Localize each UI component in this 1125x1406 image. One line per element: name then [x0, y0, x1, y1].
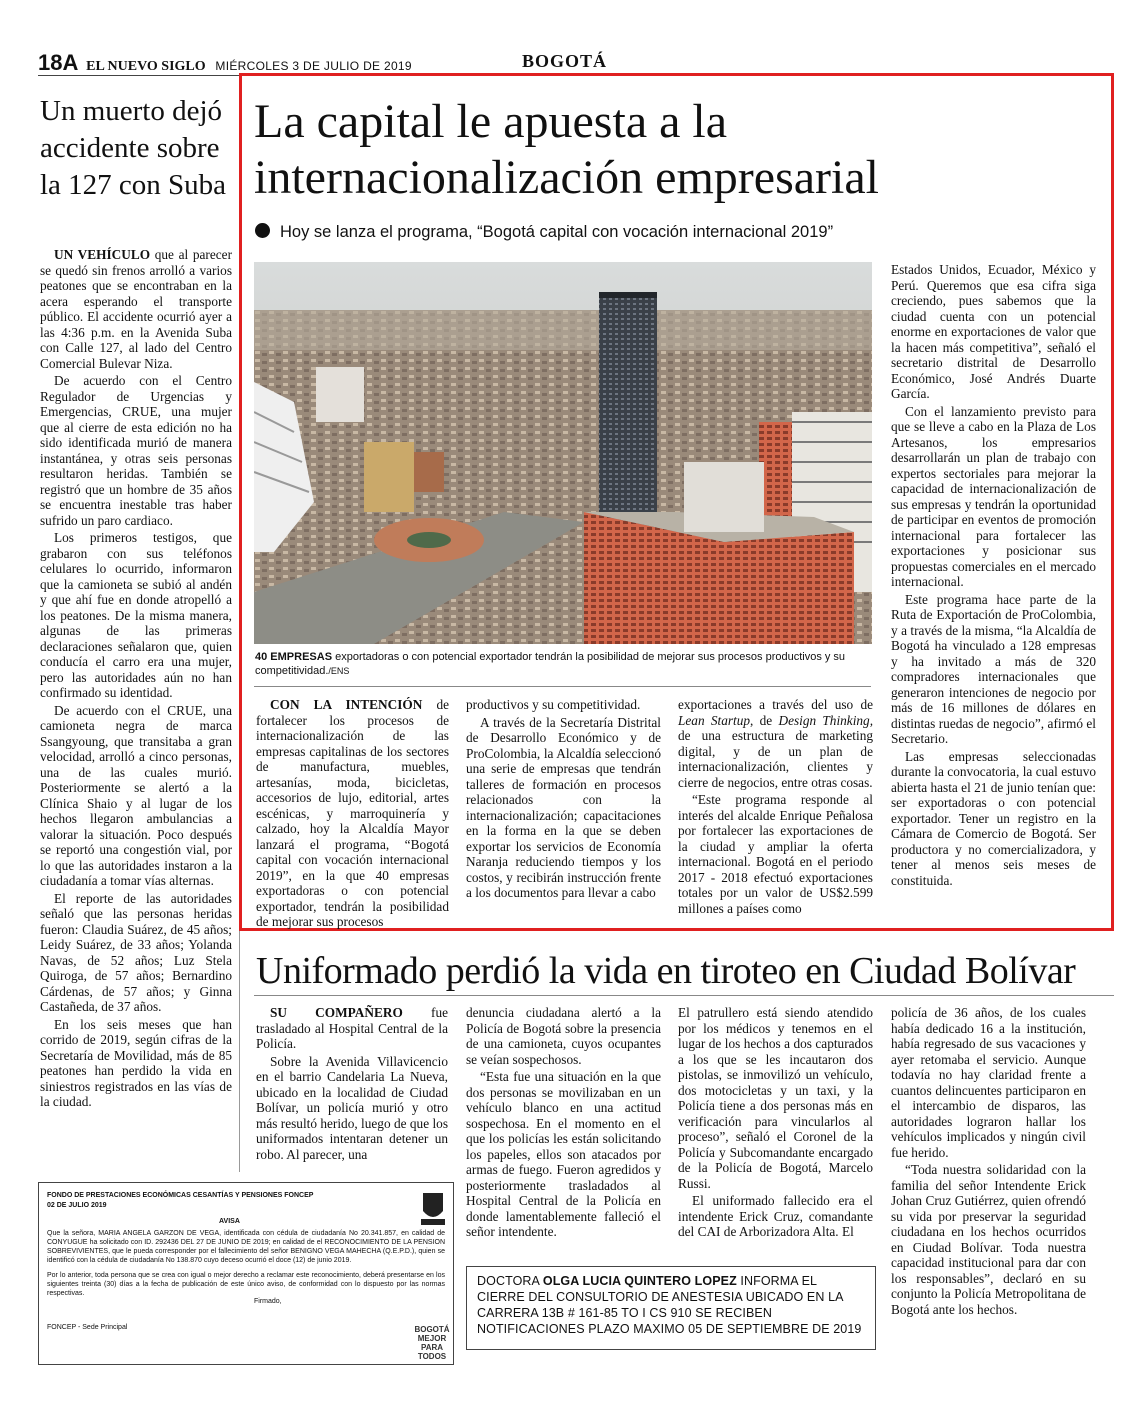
- bogota-logo: BOGOTÁ MEJOR PARA TODOS: [414, 1325, 450, 1361]
- notice-heading: AVISA: [219, 1218, 240, 1225]
- side-story-lead: UN VEHÍCULO: [54, 247, 151, 262]
- main-subhead: [255, 223, 1095, 242]
- photo-credit: /ENS: [328, 666, 350, 676]
- second-col-2: [466, 1005, 661, 1242]
- main-paragraph: productivos y su competitividad.: [466, 697, 641, 712]
- second-col-1: [256, 1005, 448, 1164]
- notice-body-2: Por lo anterior, toda persona que se crea con igual o mejor derecho a reclamar este reconocimiento, deberá presentarse en los siguientes treinta (30) días a la fecha de publicación de este único aviso, de conformidad con lo dispuesto por las normas respectivas.: [47, 1272, 445, 1297]
- caption-text: exportadoras o con potencial exportador tendrán la posibilidad de mejorar sus procesos productivos y su competitividad.: [255, 651, 846, 677]
- newspaper-name: EL NUEVO SIGLO: [86, 59, 206, 74]
- main-paragraph: “Este programa responde al interés del alcalde Enrique Peñalosa por fortalecer las exportaciones de la ciudad y ampliar la oferta internacional. Bogotá en el periodo 2017 - 2018 efectuó exportaciones totales por un valor de US$2.599 millones a países como: [678, 792, 873, 916]
- second-paragraph: “Esta fue una situación en la que dos personas se movilizaban en un vehículo blanco en una actitud sospechosa. En el momento en el que los policías les están solicitando los papeles, ellos son atacados por armas de fuego. Fueron agredidos y posteriormente trasladados al Hospital Central de la Policía en donde lamentablemente falleció el señor intendente.: [466, 1069, 661, 1239]
- notice-title: FONDO DE PRESTACIONES ECONÓMICAS CESANTÍAS Y PENSIONES FONCEP: [47, 1192, 314, 1199]
- main-col-2: [466, 697, 661, 903]
- side-paragraph: En los seis meses que han corrido de 2019, según cifras de la Secretaría de Movilidad, más de 85 peatones han perdido la vida en siniestros registrados en las vías de la ciudad.: [40, 1016, 232, 1109]
- announcement-lead: DOCTORA: [477, 1274, 540, 1288]
- second-paragraph: fue trasladado al Hospital Central de la Policía.: [256, 1005, 448, 1051]
- second-paragraph: El uniformado fallecido era el intendente Erick Cruz, comandante del CAI de Arborizadora Alta. El: [678, 1193, 873, 1239]
- term-lean-startup: Lean Startup: [678, 712, 751, 728]
- main-headline: La capital le apuesta a la internacionalización empresarial: [254, 95, 880, 204]
- photo-caption: [255, 650, 870, 678]
- second-paragraph: denuncia ciudadana alertó a la Policía de Bogotá sobre la presencia de una camioneta, cuyos ocupantes se veían sospechosos.: [466, 1005, 661, 1067]
- caption-rule: [254, 686, 871, 687]
- announcement-box: [466, 1266, 876, 1350]
- side-story-headline: Un muerto dejó accidente sobre la 127 con Suba: [40, 95, 227, 201]
- section-name: BOGOTÁ: [522, 51, 608, 71]
- legal-notice: [38, 1182, 454, 1365]
- main-col-1: [256, 697, 449, 932]
- main-paragraph: Este programa hace parte de la Ruta de Exportación de ProColombia, y a través de la misma, “la Alcaldía de Bogotá ha vinculado a 128 empresas y ha invitado a más de 320 compradores internacionales que generaron intenciones de negocio por más de 16 millones de dólares en distintas ruedas de negocio”, afirmó el Secretario.: [891, 591, 1096, 746]
- headline-rule: [254, 995, 1114, 996]
- side-paragraph: Los primeros testigos, que grabaron con sus teléfonos celulares lo ocurrido, informaron que la camioneta se subió al andén y que ahí fue en donde atropelló a los peatones. De la misma manera, algunas de las primeras declaraciones señalaron que, quien conducía el carro era una mujer, pero las autoridades aún no han confirmado su identidad.: [40, 530, 232, 700]
- second-headline: Uniformado perdió la vida en tiroteo en Ciudad Bolívar: [256, 950, 1076, 992]
- side-paragraph: De acuerdo con el Centro Regulador de Urgencias y Emergencias, CRUE, una mujer que al cierre de esta edición no ha sido identificada murió de manera instantánea, y otras seis personas resultaron heridas. También se registró que un hombre de 35 años se encuentra inestable tras haber sufrido un paro cardiaco.: [40, 373, 232, 528]
- main-paragraph: Con el lanzamiento previsto para que se lleve a cabo en la Plaza de Los Artesanos, los empresarios desarrollarán un plan de trabajo con expertos sectoriales para mejorar la capacidad de internacionalización de sus empresas y tendrán la oportunidad de participar en eventos de promoción internacional para fortalecer las exportaciones y posicionar sus propuestas comerciales en el mercado internacional.: [891, 403, 1096, 589]
- second-paragraph: “Toda nuestra solidaridad con la familia del señor Intendente Erick Johan Cruz Gutiérrez, quien ofrendó su vida por preservar la seguridad ciudadana en los hechos ocurridos en Ciudad Bolívar. Toda nuestra capacidad institucional para dar con los responsables”, declaró en su conjunto la Policía Metropolitana de Bogotá ante los hechos.: [891, 1162, 1086, 1317]
- second-paragraph: policía de 36 años, de los cuales había dedicado 16 a la institución, había regresado de sus vacaciones y ayer retomaba el servicio. Aunque todavía no hay claridad frente a cuantos delincuentes participaron en el intercambio de disparos, las autoridades lograron hallar los vehículos implicados y ningún civil fue herido.: [891, 1005, 1086, 1160]
- announcement-text: INFORMA EL CIERRE DEL CONSULTORIO DE ANESTESIA UBICADO EN LA CARRERA 13B # 161-85 TO I CS 910 SE RECIBEN NOTIFICACIONES PLAZO MAXIMO 05 DE SEPTIEMBRE DE 2019: [477, 1274, 862, 1336]
- second-col-4: [891, 1005, 1086, 1319]
- second-paragraph: El patrullero está siendo atendido por los médicos y tenemos en el lugar de los hechos a dos capturados a los que se les incautaron dos pistolas, se inmovilizó un vehículo, dos motocicletas y un taxi, y la Policía tiene a dos personas más en verificación para vincularlos al proceso”, señaló el Coronel de la Policía y Subcomandante encargado de la Policía de Bogotá, Marcelo Russi.: [678, 1005, 873, 1191]
- side-paragraph: De acuerdo con el CRUE, una camioneta negra de marca Ssangyoung, que transitaba a gran velocidad, arrolló a cinco personas, una de las cuales murió. Posteriormente se alertó a la Clínica Shaio y al lugar de los hechos llegaron ambulancias a valorar la situación. Poco después se reportó una congestión vial, por lo que las autoridades instaron a la ciudadanía a tomar vías alternas.: [40, 702, 232, 888]
- notice-footer: FONCEP - Sede Principal: [47, 1324, 128, 1331]
- coat-of-arms-icon: [419, 1189, 447, 1229]
- city-skyline-photo: [254, 262, 872, 644]
- main-col-3: [678, 697, 873, 918]
- main-paragraph: , de: [750, 712, 773, 728]
- main-paragraph: de una estructura de marketing digital, y de un plan de internacionalización, clientes y cierre de negocios, entre otras cosas.: [678, 728, 873, 790]
- main-paragraph: de fortalecer los procesos de internacionalización de las empresas capitalinas de los sectores de manufactura, muebles, artesanías, moda, bicicletas, accesorios de lujo, editorial, artes escénicas, y marroquinería y calzado, hoy la Alcaldía Mayor lanzará el programa, “Bogotá capital con vocación internacional 2019”, en la que 40 empresas exportadoras o con potencial exportador, tendrán la posibilidad de mejorar sus procesos: [256, 697, 449, 929]
- announcement-name: OLGA LUCIA QUINTERO LOPEZ: [542, 1274, 737, 1288]
- main-paragraph: Estados Unidos, Ecuador, México y Perú. Queremos que esa cifra siga creciendo, pues sabemos que la ciudad cuenta con un potencial enorme en exportaciones de valor que la hacen más competitiva”, señaló el secretario distrital de Desarrollo Económico, José Andrés Duarte García.: [891, 262, 1096, 401]
- side-story-body: [40, 247, 232, 1112]
- side-paragraph: que al parecer se quedó sin frenos arrolló a varios peatones que se encontraban en la acera esperando el transporte público. El accidente ocurrió ayer a las 4:36 p.m. en la Avenida Suba con Calle 127, al lado del Centro Comercial Bulevar Niza.: [40, 247, 232, 371]
- main-paragraph: Las empresas seleccionadas durante la convocatoria, la cual estuvo abierta hasta el 21 de junio tenían que: ser exportadoras o con potencial exportador. Tener un registro en la Cámara de Comercio de Bogotá. Ser productora y no comercializadora, y tener al menos seis meses de constituida.: [891, 748, 1096, 888]
- main-paragraph: A través de la Secretaría Distrital de Desarrollo Económico y de ProColombia, la Alcaldía seleccionó una serie de empresas que tendrán talleres de formación en procesos relacionados con la internacionalización; capacitaciones en la forma en la que se deben exportar los servicios de Economía Naranja reduciendo tiempos y los costos, y recibirán instrucción frente a los documentos para llevar a cabo: [466, 714, 661, 900]
- caption-lead: 40 EMPRESAS: [255, 651, 333, 663]
- second-col-3: [678, 1005, 873, 1242]
- bullet-icon: [255, 223, 270, 238]
- main-col-4: [891, 262, 1096, 890]
- page-number: 18A: [38, 50, 79, 75]
- notice-body: Que la señora, MARIA ANGELA GARZON DE VEGA, identificada con cédula de ciudadanía No 20.341.857, en calidad de CONYUGUE ha solicitado con ID. 292436 DEL 27 DE JUNIO DE 2019; en calidad de el RECONOCIMIENTO DE LA PENSION SOBREVIVIENTES, que le pueda corresponder por el fallecimiento del señor BENIGNO VEGA MAHECHA (Q.E.P.D.), quien se identificó con la cédula de ciudadanía No 138.870 cuyo deceso ocurrió el doce (12) de junio 2019.: [47, 1230, 445, 1264]
- second-lead: SU COMPAÑERO: [270, 1005, 403, 1020]
- masthead-date: MIÉRCOLES 3 DE JULIO DE 2019: [215, 59, 412, 73]
- subhead-text: Hoy se lanza el programa, “Bogotá capital con vocación internacional 2019”: [280, 223, 834, 241]
- second-paragraph: Sobre la Avenida Villavicencio en el barrio Candelaria La Nueva, ubicado en la localidad de Ciudad Bolívar, un policía murió y otro más resultó herido, luego de que los uniformados intentaran detener un robo. Al parecer, una: [256, 1053, 448, 1162]
- term-design-thinking: Design Thinking,: [778, 712, 874, 728]
- main-lead: CON LA INTENCIÓN: [270, 697, 423, 712]
- notice-date: 02 DE JULIO 2019: [47, 1202, 107, 1209]
- notice-signature: Firmado,: [254, 1298, 282, 1305]
- main-paragraph: exportaciones a través del uso de: [678, 697, 873, 712]
- side-paragraph: El reporte de las autoridades señaló que las personas heridas fueron: Claudia Suárez, de 45 años; Leidy Suárez, de 33 años; Yolanda Navas, de 52 años; Luz Stela Quiroga, de 57 años; Bernardino Cárdenas, de 57 años; y Ginna Castañeda, de 37 años.: [40, 890, 232, 1014]
